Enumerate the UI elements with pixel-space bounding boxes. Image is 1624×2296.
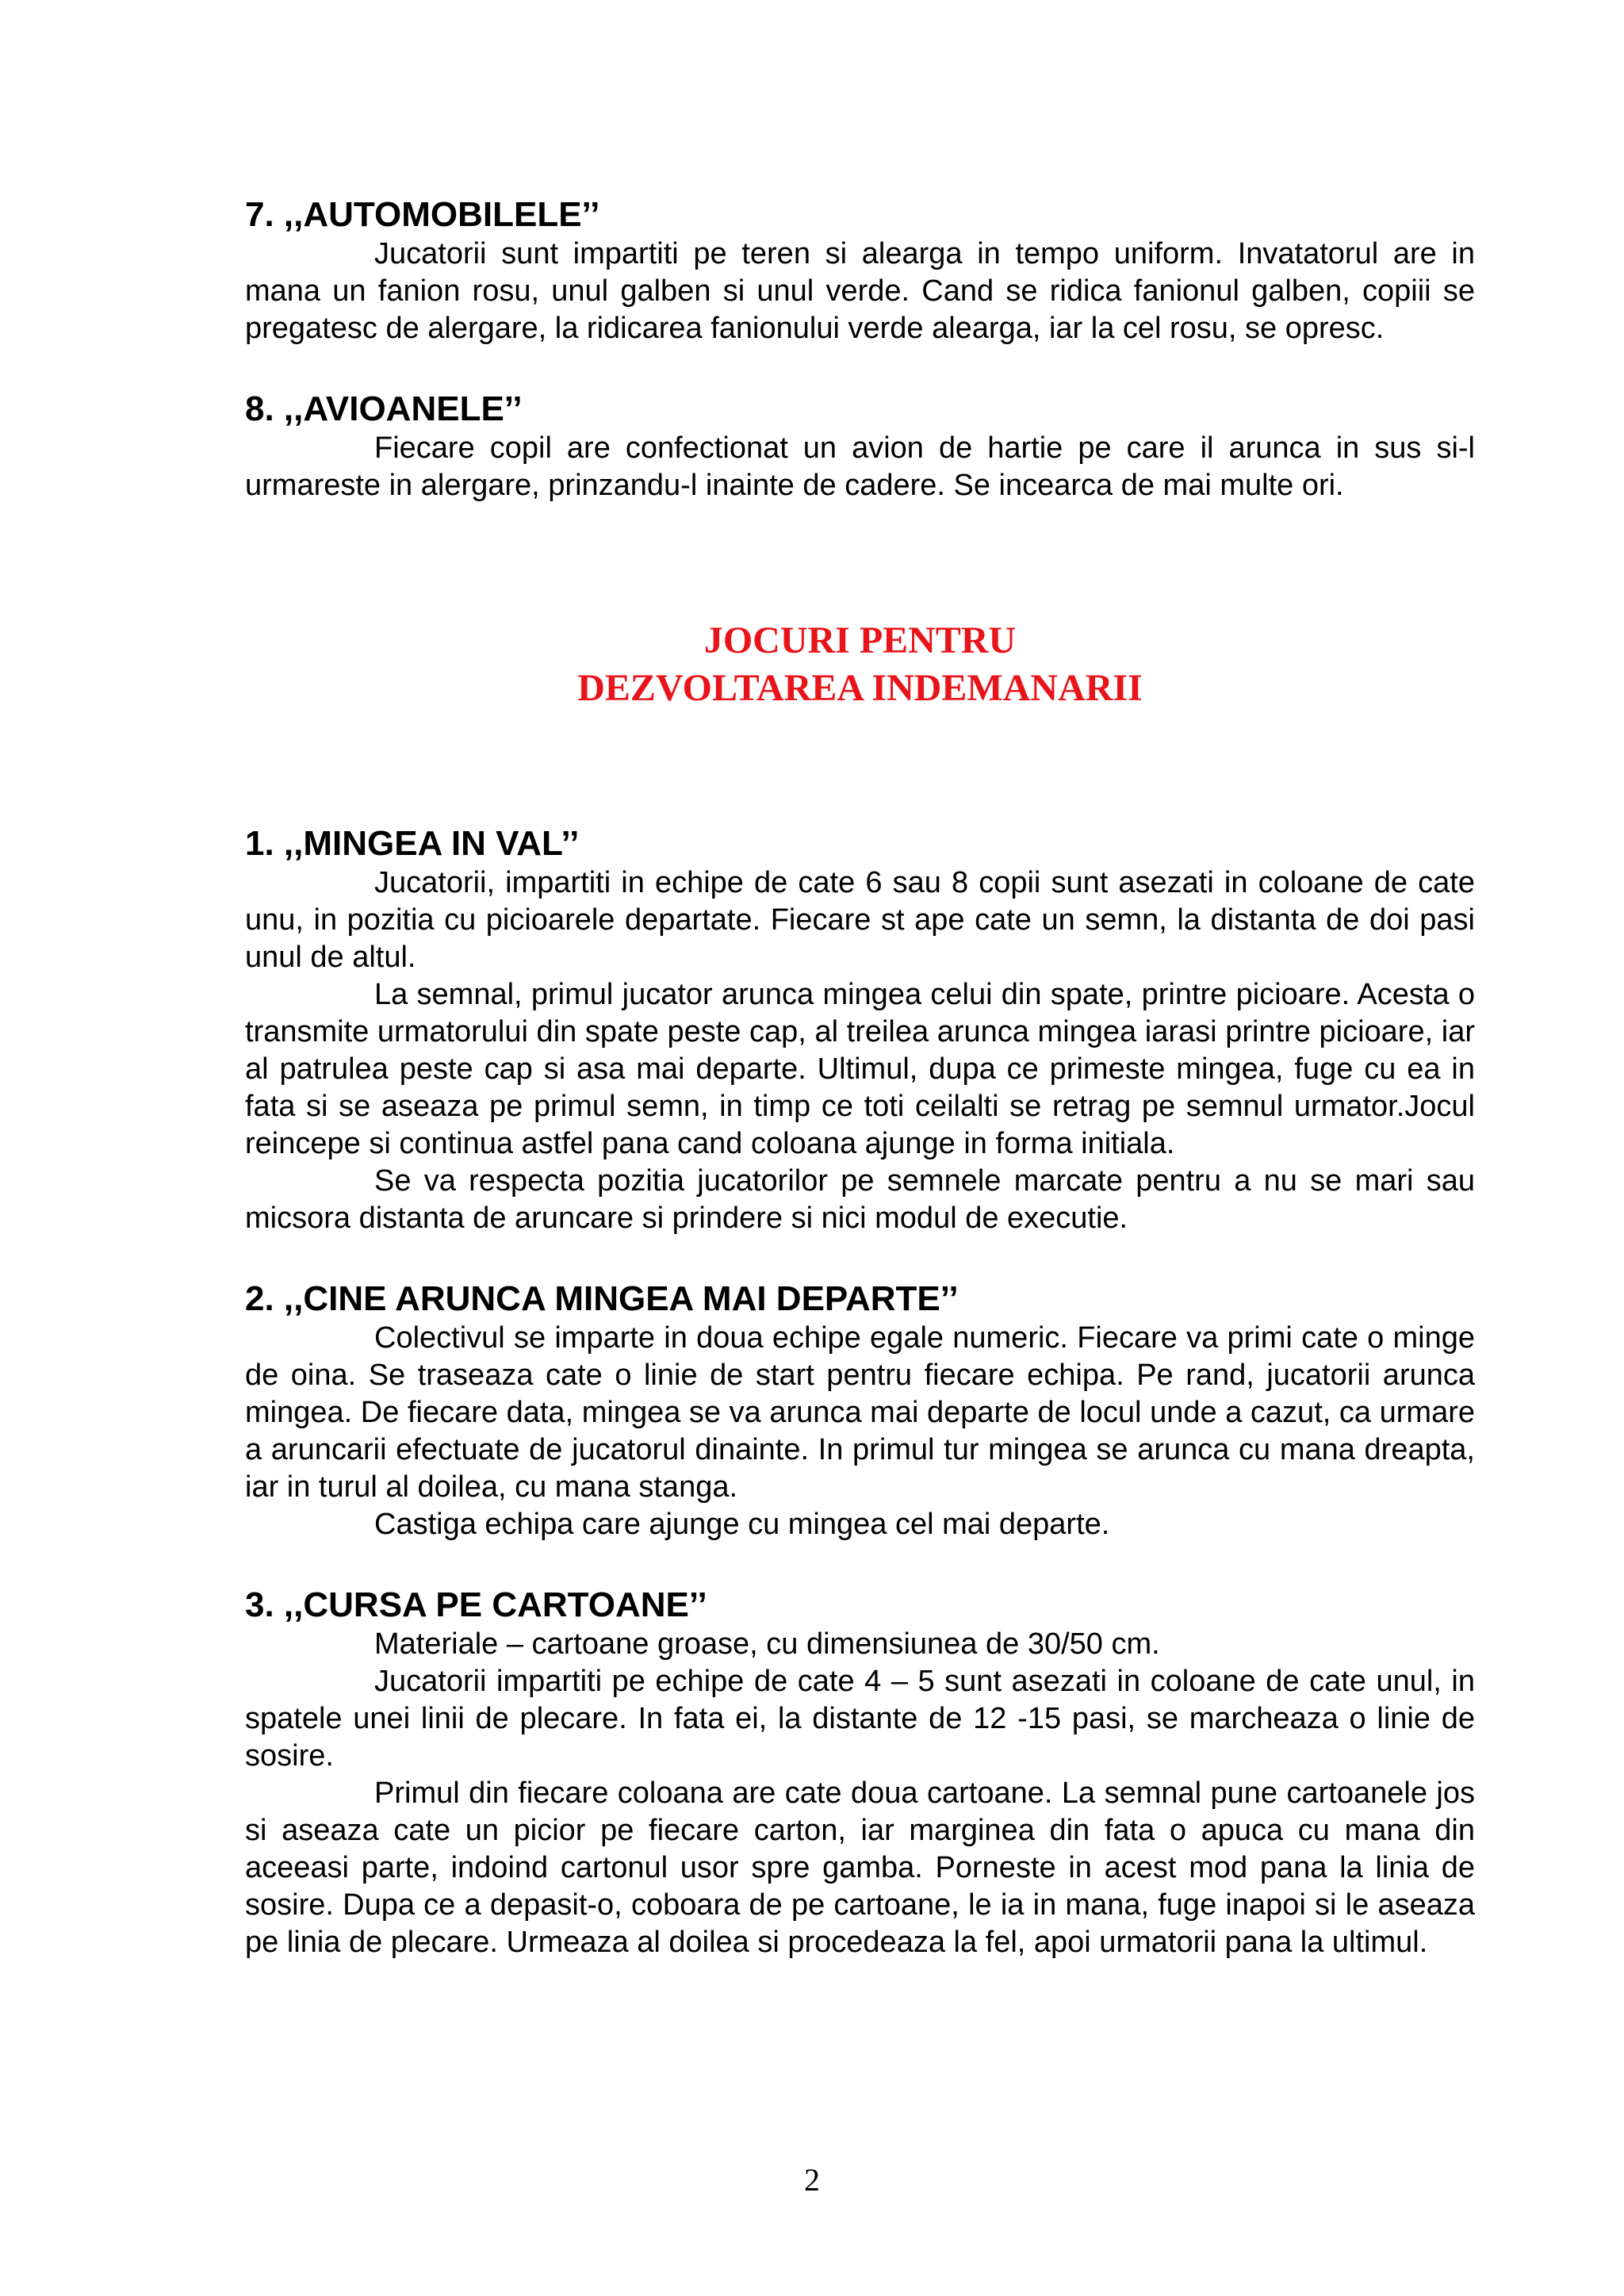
page-content (245, 194, 1475, 1961)
section-cursa-pe-cartoane (245, 1585, 1475, 1961)
paragraph: Primul din fiecare coloana are cate doua cartoane. La semnal pune cartoanele jos si aseaza cate un picior pe fiecare carton, iar marginea din fata o apuca cu mana din aceeasi parte, indoind cartonul usor spre gamba. Porneste in acest mod pana la linia de sosire. Dupa ce a depasit-o, coboara de pe cartoane, le ia in mana, fuge inapoi si le aseaza pe linia de plecare. Urmeaza al doilea si procedeaza la fel, apoi urmatorii pana la ultimul. (245, 1777, 1475, 1959)
section-avioanele (245, 389, 1475, 504)
paragraph: Se va respecta pozitia jucatorilor pe semnele marcate pentru a nu se mari sau micsora distanta de aruncare si prindere si nici modul de executie. (245, 1164, 1475, 1235)
paragraph: Jucatorii impartiti pe echipe de cate 4 – 5 sunt asezati in coloane de cate unul, in spatele unei linii de plecare. In fata ei, la distante de 12 -15 pasi, se marcheaza o linie de sosire. (245, 1665, 1475, 1773)
section-automobilele (245, 194, 1475, 347)
chapter-title-line-1: JOCURI PENTRU (703, 619, 1017, 661)
paragraph: Colectivul se imparte in doua echipe egale numeric. Fiecare va primi cate o minge de oina. Se traseaza cate o linie de start pentru fiecare echipa. Pe rand, jucatorii arunca mingea. De fiecare data, mingea se va arunca mai departe de locul unde a cazut, ca urmare a aruncarii efectuate de jucatorul dinainte. In primul tur mingea se arunca cu mana dreapta, iar in turul al doilea, cu mana stanga. (245, 1321, 1475, 1504)
section-cine-arunca-mingea (245, 1278, 1475, 1543)
paragraph: Jucatorii sunt impartiti pe teren si alearga in tempo uniform. Invatatorul are in mana un fanion rosu, unul galben si unul verde. Cand se ridica fanionul galben, copiii se pregatesc de alergare, la ridicarea fanionului verde alearga, iar la cel rosu, se opresc. (245, 237, 1475, 345)
page-number: 2 (804, 2162, 820, 2198)
chapter-title-line-2: DEZVOLTAREA INDEMANARII (577, 667, 1143, 709)
section-heading: 3. ,,CURSA PE CARTOANE’’ (245, 1585, 707, 1624)
section-heading: 2. ,,CINE ARUNCA MINGEA MAI DEPARTE’’ (245, 1279, 959, 1318)
paragraph: Castiga echipa care ajunge cu mingea cel mai departe. (374, 1508, 1110, 1541)
chapter-title (245, 617, 1475, 712)
section-heading: 1. ,,MINGEA IN VAL’’ (245, 824, 580, 863)
paragraph: Jucatorii, impartiti in echipe de cate 6 sau 8 copii sunt asezati in coloane de cate unu, in pozitia cu picioarele departate. Fiecare st ape cate un semn, la distanta de doi pasi unul de altul. (245, 866, 1475, 974)
paragraph: Fiecare copil are confectionat un avion de hartie pe care il arunca in sus si-l urmareste in alergare, prinzandu-l inainte de cadere. Se incearca de mai multe ori. (245, 431, 1475, 502)
section-heading: 8. ,,AVIOANELE’’ (245, 389, 523, 428)
section-mingea-in-val (245, 823, 1475, 1237)
paragraph: Materiale – cartoane groase, cu dimensiunea de 30/50 cm. (374, 1627, 1160, 1661)
section-heading: 7. ,,AUTOMOBILELE’’ (245, 195, 600, 234)
paragraph: La semnal, primul jucator arunca mingea celui din spate, printre picioare. Acesta o transmite urmatorului din spate peste cap, al treilea arunca mingea iarasi printre picioare, iar al patrulea peste cap si asa mai departe. Ultimul, dupa ce primeste mingea, fuge cu ea in fata si se aseaza pe primul semn, in timp ce toti ceilalti se retrag pe semnul urmator.Jocul reincepe si continua astfel pana cand coloana ajunge in forma initiala. (245, 978, 1475, 1160)
